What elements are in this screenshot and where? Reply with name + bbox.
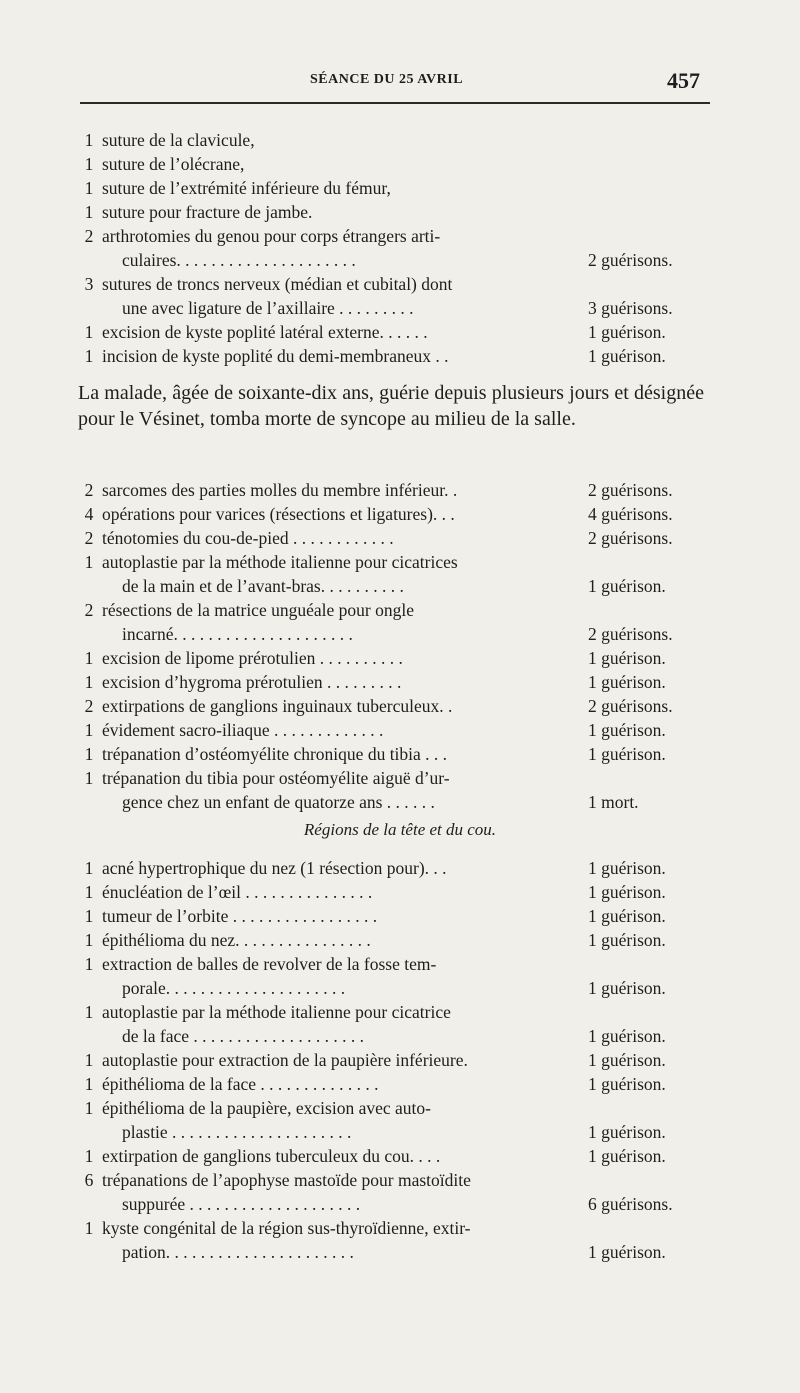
item-description: excision de kyste poplité latéral externe. . . . . . — [102, 322, 428, 342]
item-count: 1 — [84, 154, 94, 174]
item-count: 2 — [84, 696, 94, 716]
list-item — [80, 224, 710, 248]
item-description: gence chez un enfant de quatorze ans . . . . . . — [122, 792, 435, 812]
item-description: sarcomes des parties molles du membre inférieur. . — [102, 480, 458, 500]
item-description: acné hypertrophique du nez (1 résection pour). . . — [102, 858, 447, 878]
item-result: 1 guérison. — [588, 930, 666, 950]
item-result: 4 guérisons. — [588, 504, 673, 524]
item-result: 1 guérison. — [588, 1074, 666, 1094]
item-count: 1 — [84, 178, 94, 198]
item-result: 6 guérisons. — [588, 1194, 673, 1214]
running-header — [80, 66, 700, 96]
item-result: 1 guérison. — [588, 1146, 666, 1166]
item-count: 1 — [84, 720, 94, 740]
header-title: SÉANCE DU 25 AVRIL — [310, 72, 464, 87]
list-item — [80, 248, 710, 272]
list-item — [80, 344, 710, 368]
list-item — [80, 1096, 710, 1120]
item-description: incarné. . . . . . . . . . . . . . . . . . . . . — [122, 624, 353, 644]
item-description: suture de l’olécrane, — [102, 154, 245, 174]
item-description: opérations pour varices (résections et ligatures). . . — [102, 504, 455, 524]
item-description: autoplastie pour extraction de la paupière inférieure. — [102, 1050, 468, 1070]
item-result: 1 guérison. — [588, 720, 666, 740]
list-item — [80, 1024, 710, 1048]
item-description: de la face . . . . . . . . . . . . . . . . . . . . — [122, 1026, 365, 1046]
list-item — [80, 1072, 710, 1096]
item-count: 1 — [84, 552, 94, 572]
item-description: incision de kyste poplité du demi-membraneux . . — [102, 346, 449, 366]
page-number: 457 — [667, 68, 700, 93]
item-count: 1 — [84, 346, 94, 366]
list-item — [80, 904, 710, 928]
list-item — [80, 128, 710, 152]
item-result: 2 guérisons. — [588, 250, 673, 270]
item-count: 3 — [84, 274, 94, 294]
list-item — [80, 526, 710, 550]
item-description: extirpation de ganglions tuberculeux du cou. . . . — [102, 1146, 441, 1166]
item-description: sutures de troncs nerveux (médian et cubital) dont — [102, 274, 453, 294]
list-item — [80, 718, 710, 742]
section-title: Régions de la tête et du cou. — [303, 820, 497, 839]
item-result: 1 guérison. — [588, 882, 666, 902]
item-count: 2 — [84, 528, 94, 548]
item-count: 4 — [84, 504, 94, 524]
item-count: 2 — [84, 600, 94, 620]
list-item — [80, 200, 710, 224]
item-description: pation. . . . . . . . . . . . . . . . . . . . . . — [122, 1242, 354, 1262]
item-description: énucléation de l’œil . . . . . . . . . . . . . . . — [102, 882, 373, 902]
item-description: trépanation d’ostéomyélite chronique du tibia . . . — [102, 744, 448, 764]
item-description: autoplastie par la méthode italienne pour cicatrice — [102, 1002, 451, 1022]
item-count: 1 — [84, 648, 94, 668]
item-description: extraction de balles de revolver de la fosse tem- — [102, 954, 437, 974]
item-result: 1 guérison. — [588, 744, 666, 764]
item-description: arthrotomies du genou pour corps étrangers arti- — [102, 226, 441, 246]
item-count: 1 — [84, 744, 94, 764]
list-item — [80, 152, 710, 176]
list-item — [80, 1216, 710, 1240]
item-count: 1 — [84, 858, 94, 878]
item-result: 1 guérison. — [588, 858, 666, 878]
list-item — [80, 296, 710, 320]
item-description: épithélioma du nez. . . . . . . . . . . . . . . . — [102, 930, 371, 950]
item-count: 1 — [84, 768, 94, 788]
list-item — [80, 1000, 710, 1024]
item-description: suture de l’extrémité inférieure du fémur, — [102, 178, 391, 198]
list-item — [80, 670, 710, 694]
item-result: 1 guérison. — [588, 1122, 666, 1142]
item-description: excision d’hygroma prérotulien . . . . . . . . . — [102, 672, 402, 692]
item-description: tumeur de l’orbite . . . . . . . . . . . . . . . . . — [102, 906, 378, 926]
item-result: 1 guérison. — [588, 1050, 666, 1070]
item-description: culaires. . . . . . . . . . . . . . . . . . . . . — [122, 250, 356, 270]
item-result: 1 mort. — [588, 792, 639, 812]
list-item — [80, 742, 710, 766]
item-result: 2 guérisons. — [588, 528, 673, 548]
list-item — [80, 1048, 710, 1072]
item-count: 1 — [84, 322, 94, 342]
item-description: excision de lipome prérotulien . . . . . . . . . . — [102, 648, 403, 668]
operations-list-1 — [80, 128, 710, 368]
operations-list-3 — [80, 856, 710, 1264]
list-item — [80, 574, 710, 598]
list-item — [80, 550, 710, 574]
item-description: évidement sacro-iliaque . . . . . . . . . . . . . — [102, 720, 384, 740]
item-count: 1 — [84, 1050, 94, 1070]
list-item — [80, 928, 710, 952]
item-count: 2 — [84, 480, 94, 500]
item-description: ténotomies du cou-de-pied . . . . . . . . . . . . — [102, 528, 394, 548]
item-count: 6 — [84, 1170, 94, 1190]
item-result: 2 guérisons. — [588, 696, 673, 716]
list-item — [80, 976, 710, 1000]
item-result: 1 guérison. — [588, 906, 666, 926]
list-item — [80, 694, 710, 718]
list-item — [80, 622, 710, 646]
list-item — [80, 1168, 710, 1192]
item-result: 1 guérison. — [588, 978, 666, 998]
list-item — [80, 598, 710, 622]
list-item — [80, 766, 710, 790]
list-item — [80, 952, 710, 976]
item-description: suppurée . . . . . . . . . . . . . . . . . . . . — [122, 1194, 361, 1214]
item-description: de la main et de l’avant-bras. . . . . . . . . . — [122, 576, 404, 596]
item-description: extirpations de ganglions inguinaux tuberculeux. . — [102, 696, 453, 716]
item-count: 1 — [84, 954, 94, 974]
item-result: 1 guérison. — [588, 322, 666, 342]
header-rule — [80, 102, 710, 104]
list-item — [80, 320, 710, 344]
item-result: 1 guérison. — [588, 346, 666, 366]
item-result: 1 guérison. — [588, 1242, 666, 1262]
list-item — [80, 1240, 710, 1264]
item-description: épithélioma de la face . . . . . . . . . . . . . . — [102, 1074, 379, 1094]
list-item — [80, 176, 710, 200]
item-count: 1 — [84, 882, 94, 902]
item-count: 1 — [84, 906, 94, 926]
list-item — [80, 880, 710, 904]
operations-list-2 — [80, 478, 710, 814]
item-count: 1 — [84, 1098, 94, 1118]
list-item — [80, 646, 710, 670]
item-result: 1 guérison. — [588, 576, 666, 596]
item-result: 1 guérison. — [588, 1026, 666, 1046]
item-count: 1 — [84, 130, 94, 150]
list-item — [80, 856, 710, 880]
item-count: 1 — [84, 202, 94, 222]
list-item — [80, 1192, 710, 1216]
item-description: porale. . . . . . . . . . . . . . . . . . . . . — [122, 978, 346, 998]
item-description: suture pour fracture de jambe. — [102, 202, 313, 222]
item-count: 1 — [84, 672, 94, 692]
item-description: trépanations de l’apophyse mastoïde pour mastoïdite — [102, 1170, 471, 1190]
item-description: épithélioma de la paupière, excision avec auto- — [102, 1098, 431, 1118]
list-item — [80, 1144, 710, 1168]
list-item — [80, 1120, 710, 1144]
item-count: 1 — [84, 1074, 94, 1094]
item-result: 3 guérisons. — [588, 298, 673, 318]
list-item — [80, 790, 710, 814]
item-description: une avec ligature de l’axillaire . . . . . . . . . — [122, 298, 414, 318]
paragraph-note: La malade, âgée de soixante-dix ans, guérie depuis plusieurs jours et désignée pour le Vésinet, tomba morte de syncope au milieu de la salle. — [78, 382, 704, 430]
item-result: 2 guérisons. — [588, 480, 673, 500]
item-count: 2 — [84, 226, 94, 246]
item-result: 1 guérison. — [588, 648, 666, 668]
item-count: 1 — [84, 1146, 94, 1166]
item-description: plastie . . . . . . . . . . . . . . . . . . . . . — [122, 1122, 352, 1142]
item-count: 1 — [84, 930, 94, 950]
item-count: 1 — [84, 1218, 94, 1238]
item-description: trépanation du tibia pour ostéomyélite aiguë d’ur- — [102, 768, 450, 788]
item-description: résections de la matrice unguéale pour ongle — [102, 600, 414, 620]
list-item — [80, 502, 710, 526]
item-result: 2 guérisons. — [588, 624, 673, 644]
item-count: 1 — [84, 1002, 94, 1022]
item-description: kyste congénital de la région sus-thyroïdienne, extir- — [102, 1218, 471, 1238]
item-description: suture de la clavicule, — [102, 130, 255, 150]
item-result: 1 guérison. — [588, 672, 666, 692]
list-item — [80, 272, 710, 296]
list-item — [80, 478, 710, 502]
item-description: autoplastie par la méthode italienne pour cicatrices — [102, 552, 458, 572]
